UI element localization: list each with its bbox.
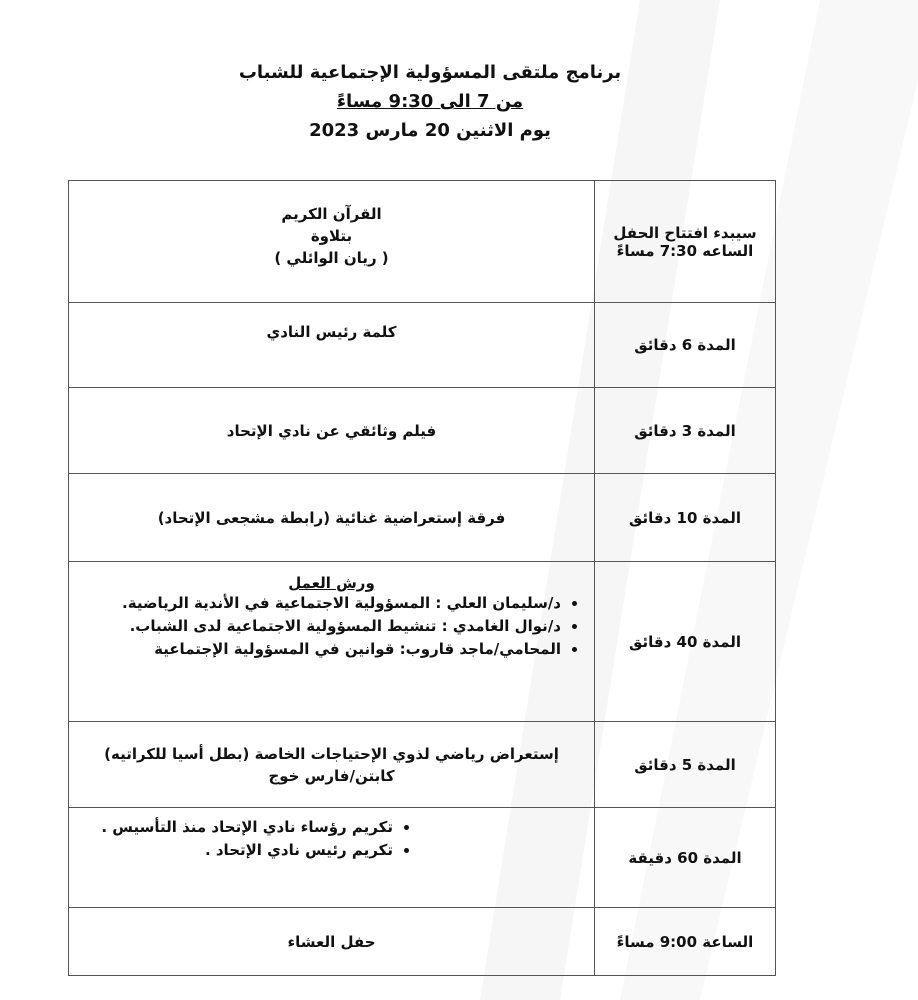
content-cell (69, 808, 595, 908)
content-cell: فرقة إستعراضية غنائية (رابطة مشجعى الإتحاد) (69, 474, 595, 562)
duration-cell: المدة 60 دقيقة (595, 808, 776, 908)
duration-cell: المدة 3 دقائق (595, 388, 776, 474)
table-row (69, 474, 776, 562)
content-cell: كلمة رئيس النادي (69, 303, 595, 388)
table-row (69, 388, 776, 474)
content-cell: حفل العشاء (69, 908, 595, 976)
content-cell (69, 562, 595, 722)
list-item: • د/نوال الغامدي : تنشيط المسؤولية الاجتماعية لدى الشباب. (70, 615, 561, 638)
program-date: يوم الاثنين 20 مارس 2023 (309, 120, 551, 141)
program-title: برنامج ملتقى المسؤولية الإجتماعية للشباب (238, 62, 622, 83)
duration-cell: المدة 5 دقائق (595, 722, 776, 808)
duration-cell (595, 181, 776, 303)
workshop-list (70, 592, 593, 661)
honors-list (70, 816, 593, 862)
duration-line: الساعه 7:30 مساءً (616, 241, 754, 260)
program-table (68, 180, 776, 976)
content-cell (69, 722, 595, 808)
content-cell: فيلم وثائقي عن نادي الإتحاد (69, 388, 595, 474)
content-line: القرآن الكريم (281, 205, 382, 223)
duration-cell: المدة 6 دقائق (595, 303, 776, 388)
content-line: كابتن/فارس خوج (268, 766, 395, 785)
duration-cell: الساعة 9:00 مساءً (595, 908, 776, 976)
duration-cell: المدة 10 دقائق (595, 474, 776, 562)
table-row (69, 722, 776, 808)
content-line: بتلاوة (310, 227, 353, 245)
program-time: من 7 الى 9:30 مساءً (336, 91, 524, 112)
list-item: • المحامي/ماجد قاروب: قوانين في المسؤولية الإجتماعية (70, 638, 561, 661)
content-cell (69, 181, 595, 303)
duration-line: سيبدء افتتاح الحفل (613, 223, 757, 242)
duration-cell: المدة 40 دقائق (595, 562, 776, 722)
table-row (69, 181, 776, 303)
list-item: • د/سليمان العلي : المسؤولية الاجتماعية في الأندية الرياضية. (70, 592, 561, 615)
list-item: • تكريم رؤساء نادي الإتحاد منذ التأسيس . (70, 816, 393, 839)
table-row (69, 562, 776, 722)
table-row (69, 908, 776, 976)
table-row (69, 808, 776, 908)
table-row (69, 303, 776, 388)
workshops-heading: ورش العمل (288, 574, 375, 592)
content-line: إستعراض رياضي لذوي الإحتياجات الخاصة (بطل أسيا للكراتيه) (104, 744, 559, 763)
list-item: • تكريم رئيس نادي الإتحاد . (70, 839, 393, 862)
document-header (150, 58, 710, 145)
content-line: ( ريان الوائلي ) (274, 249, 389, 267)
